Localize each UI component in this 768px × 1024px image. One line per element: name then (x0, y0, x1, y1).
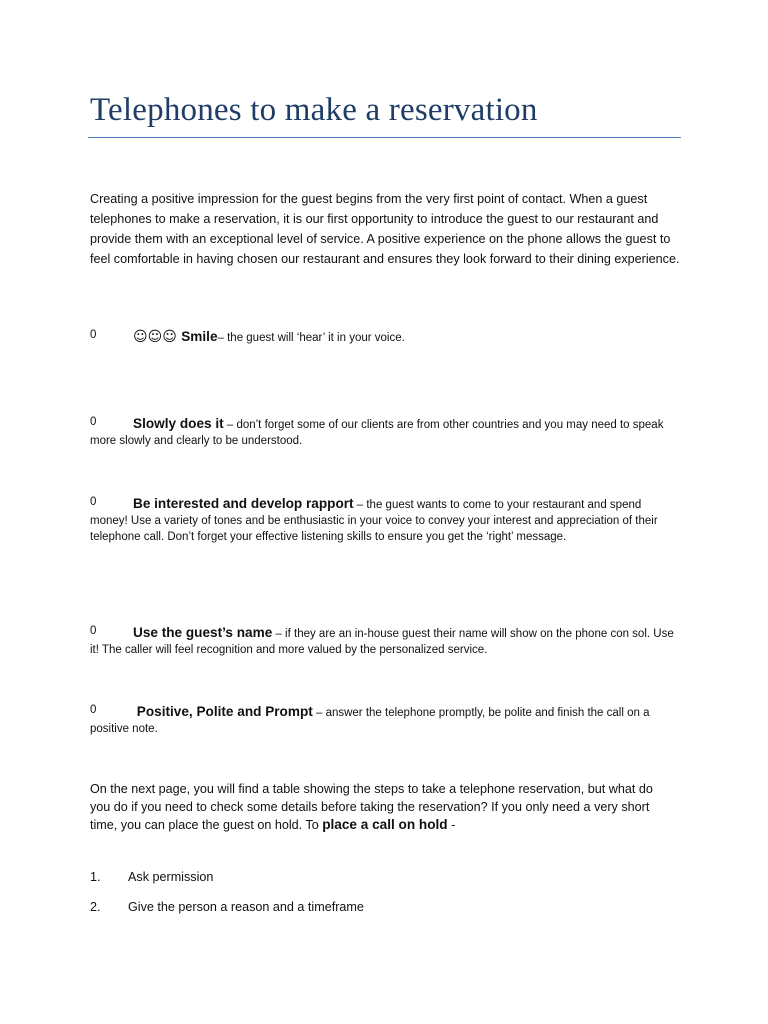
bullet-text: – answer the telephone promptly, be polite and finish the call on a positive note. (90, 707, 650, 735)
list-number: 1. (90, 870, 101, 884)
title-underline (88, 137, 681, 138)
bullet-smile (90, 329, 676, 346)
bullet-body (90, 496, 676, 545)
hold-paragraph (90, 780, 670, 834)
hold-suffix: - (447, 818, 456, 832)
bullet-heading: Use the guest’s name (133, 625, 273, 640)
bullet-marker: 0 (90, 704, 97, 716)
bullet-marker: 0 (90, 329, 97, 341)
bullet-marker: 0 (90, 416, 97, 428)
bullet-body (90, 329, 676, 346)
bullet-text: – the guest will ‘hear’ it in your voice. (217, 332, 405, 344)
bullet-text: – the guest wants to come to your restaurant and spend money! Use a variety of tones and be enthusiastic in your voice to convey your interest and appreciation of their telephone call. Don’t forget your effective listening skills to ensure you get the ‘right’ message. (90, 499, 658, 543)
bullet-marker: 0 (90, 496, 97, 508)
hold-emphasis: place a call on hold (322, 817, 448, 832)
bullet-heading: Positive, Polite and Prompt (136, 704, 313, 719)
list-number: 2. (90, 900, 101, 914)
bullet-slowly (90, 416, 676, 449)
bullet-body (90, 416, 676, 449)
hold-text: On the next page, you will find a table showing the steps to take a telephone reservation, but what do you do if you need to check some details before taking the reservation? If you only need a very short time, you can place the guest on hold. To (90, 782, 653, 832)
bullet-positive (90, 704, 676, 737)
bullet-rapport (90, 496, 676, 545)
bullet-heading: Smile (181, 329, 218, 344)
bullet-marker: 0 (90, 625, 97, 637)
list-text: Ask permission (128, 870, 214, 884)
page-title: Telephones to make a reservation (90, 92, 538, 128)
list-text: Give the person a reason and a timeframe (128, 900, 364, 914)
bullet-text: – don’t forget some of our clients are from other countries and you may need to speak more slowly and clearly to be understood. (90, 419, 664, 447)
bullet-heading: Slowly does it (133, 416, 224, 431)
bullet-heading: Be interested and develop rapport (133, 496, 354, 511)
bullet-text: – if they are an in-house guest their name will show on the phone con sol. Use it! The caller will feel recognition and more valued by the personalized service. (90, 628, 674, 656)
bullet-guest-name (90, 625, 676, 658)
intro-paragraph: Creating a positive impression for the guest begins from the very first point of contact. When a guest telephones to make a reservation, it is our first opportunity to introduce the guest to our restaurant and provide them with an exceptional level of service. A positive experience on the phone allows the guest to feel comfortable in having chosen our restaurant and ensures they look forward to their dining experience. (90, 192, 680, 266)
bullet-body (90, 625, 676, 658)
smiley-icons: ☺☺☺ (133, 329, 182, 345)
bullet-body (90, 704, 676, 737)
